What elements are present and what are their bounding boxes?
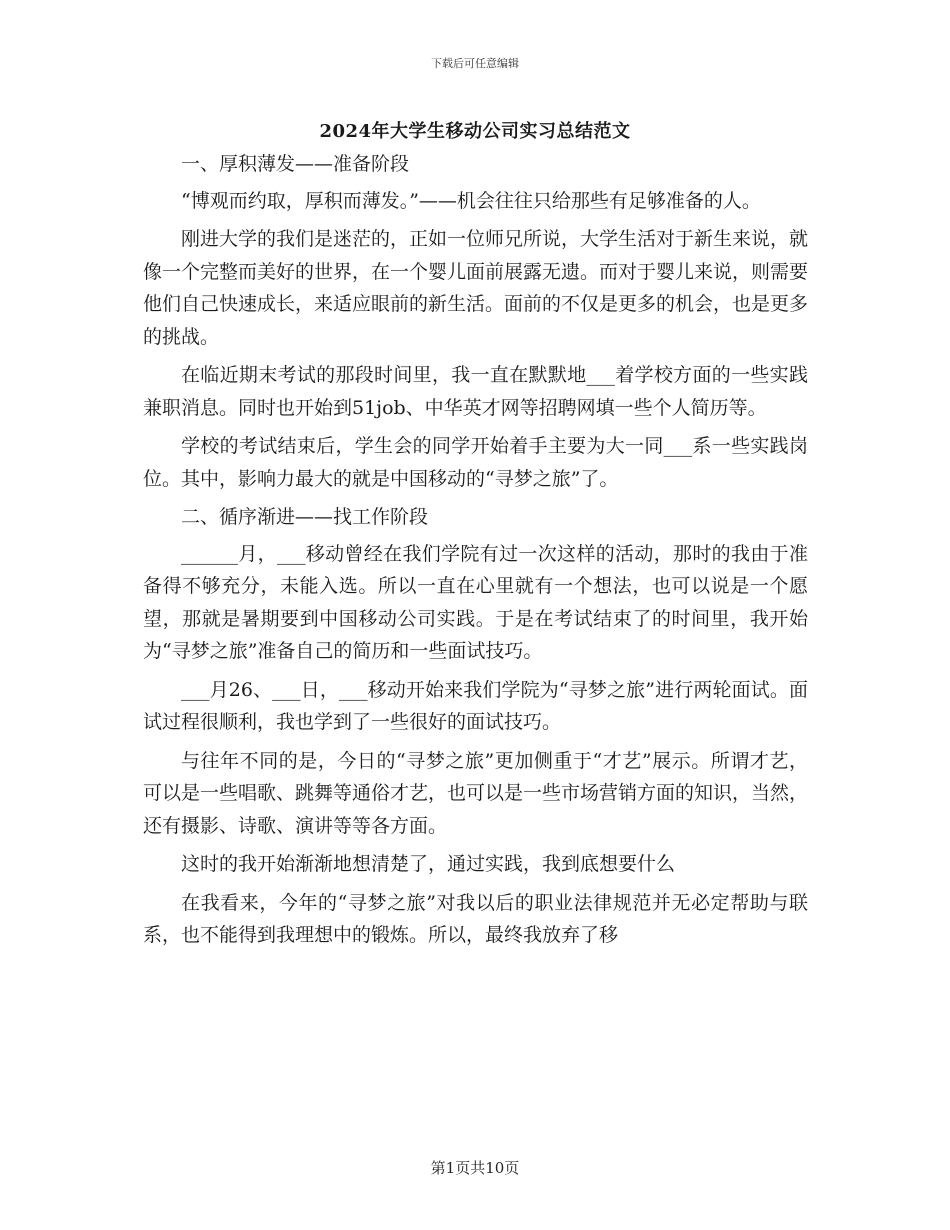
paragraph: ______月，___移动曾经在我们学院有过一次这样的活动，那时的我由于准备得不够充分，未能入选。所以一直在心里就有一个想法，也可以说是一个愿望，那就是暑期要到中国移动公司实践。于是在考试结束了的时间里，我开始为“寻梦之旅”准备自己的简历和一些面试技巧。 (143, 542, 808, 662)
paragraph: 在我看来，今年的“寻梦之旅”对我以后的职业法律规范并无必定帮助与联系，也不能得到我理想中的锻炼。所以，最终我放弃了移 (143, 891, 808, 946)
paragraph: “博观而约取，厚积而薄发。”——机会往往只给那些有足够准备的人。 (181, 189, 761, 212)
paragraph: 刚进大学的我们是迷茫的，正如一位师兄所说，大学生活对于新生来说，就像一个完整而美好的世界，在一个婴儿面前展露无遗。而对于婴儿来说，则需要他们自己快速成长，来适应眼前的新生活。面前的不仅是更多的机会，也是更多的挑战。 (143, 228, 809, 348)
document-title: 2024年大学生移动公司实习总结范文 (319, 121, 631, 142)
paragraph: ___月26、___日，___移动开始来我们学院为“寻梦之旅”进行两轮面试。面试过程很顺利，我也学到了一些很好的面试技巧。 (143, 678, 808, 733)
paragraph: 这时的我开始渐渐地想清楚了，通过实践，我到底想要什么 (181, 853, 676, 875)
section-heading-1: 一、厚积薄发——准备阶段 (181, 153, 410, 175)
document-body (143, 148, 808, 958)
page-header: 下载后可任意编辑 (431, 57, 519, 70)
paragraph: 与往年不同的是，今日的“寻梦之旅”更加侧重于“才艺”展示。所谓才艺，可以是一些唱歌、跳舞等通俗才艺，也可以是一些市场营销方面的知识，当然，还有摄影、诗歌、演讲等等各方面。 (143, 749, 809, 837)
paragraph: 在临近期末考试的那段时间里，我一直在默默地___着学校方面的一些实践兼职消息。同时也开始到51job、中华英才网等招聘网填一些个人简历等。 (143, 364, 808, 419)
page-number: 第1页共10页 (430, 1159, 520, 1177)
paragraph: 学校的考试结束后，学生会的同学开始着手主要为大一同___系一些实践岗位。其中，影响力最大的就是中国移动的“寻梦之旅”了。 (143, 435, 808, 490)
section-heading-2: 二、循序渐进——找工作阶段 (181, 506, 429, 528)
